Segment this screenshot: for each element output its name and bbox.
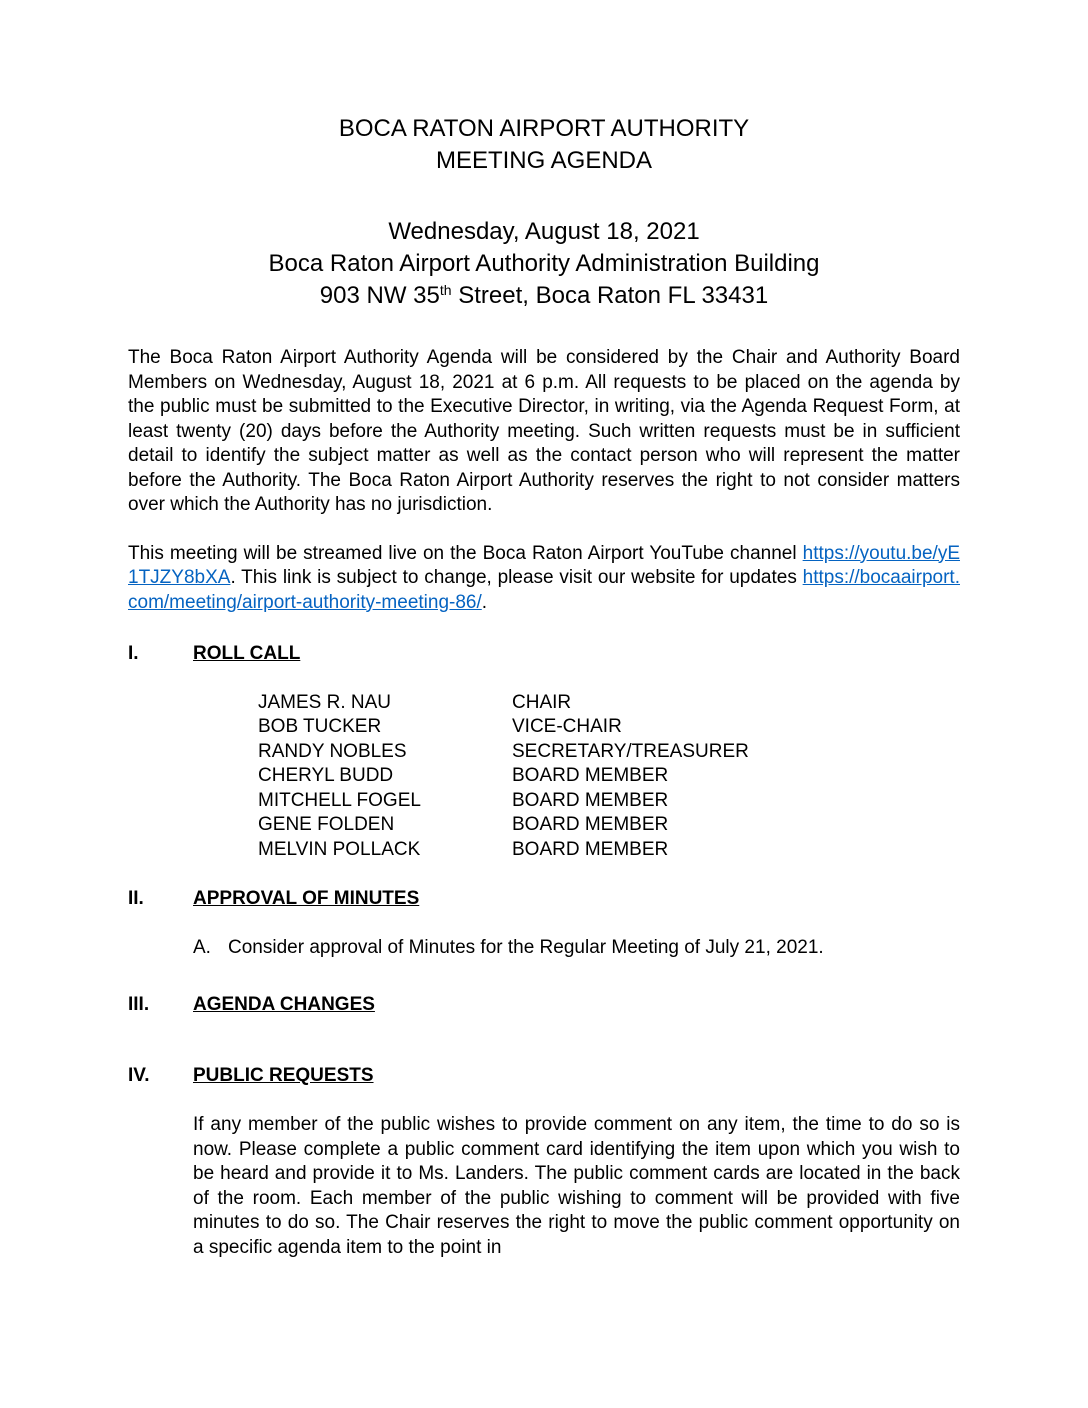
roll-call-row [258,764,960,789]
agenda-item-a [193,936,960,961]
roll-call-row [258,691,960,716]
member-title: VICE-CHAIR [512,716,622,737]
member-name: RANDY NOBLES [258,740,407,762]
streaming-paragraph [128,542,960,616]
section-agenda-changes [128,993,960,1018]
intro-paragraph: The Boca Raton Airport Authority Agenda will be considered by the Chair and Authority Board Members on Wednesday, August 18, 2021 at 6 p.m. All requests to be placed on the agenda by the public must be submitted to the Executive Director, in writing, via the Agenda Request Form, at least twenty (20) days before the Authority meeting. Such written requests must be in sufficient detail to identify the subject matter as well as the contact person who will represent the matter before the Authority. The Boca Raton Airport Authority reserves the right to not consider matters over which the Authority has no jurisdiction. [128,347,960,515]
event-address-prefix: 903 NW 35 [319,282,440,309]
document-title [128,113,960,177]
streaming-text-before-link: This meeting will be streamed live on the Boca Raton Airport YouTube channel [128,542,803,564]
website-meeting-link[interactable]: https://bocaairport.com/meeting/airport-authority-meeting-86/ [128,567,960,613]
roll-call-row [258,740,960,765]
member-name: MITCHELL FOGEL [258,789,421,811]
event-date: Wednesday, August 18, 2021 [388,218,700,245]
document-title-line1: BOCA RATON AIRPORT AUTHORITY [338,115,750,142]
document-header [128,113,960,312]
section-title: AGENDA CHANGES [193,994,375,1015]
agenda-item-label: A. [193,936,211,958]
member-name: BOB TUCKER [258,716,382,737]
roll-call-row [258,813,960,838]
section-heading-approval-of-minutes [128,887,960,912]
section-heading-roll-call [128,642,960,667]
member-name: JAMES R. NAU [258,691,392,713]
section-roll-call [128,642,960,862]
section-public-requests [128,1064,960,1261]
section-approval-of-minutes [128,887,960,960]
section-title: ROLL CALL [193,643,301,664]
event-address [128,280,960,312]
member-title: SECRETARY/TREASURER [512,740,749,762]
section-numeral: II. [128,888,144,909]
member-title: BOARD MEMBER [512,789,669,811]
member-title: BOARD MEMBER [512,814,669,835]
streaming-text-between-links: . This link is subject to change, please visit our website for updates [230,567,803,588]
event-address-suffix: Street, Boca Raton FL 33431 [451,282,769,309]
document-title-line2: MEETING AGENDA [435,147,653,174]
event-venue: Boca Raton Airport Authority Administration Building [268,250,820,277]
agenda-item-text: Consider approval of Minutes for the Regular Meeting of July 21, 2021. [228,936,824,958]
section-heading-public-requests [128,1064,960,1089]
section-numeral: I. [128,643,139,664]
section-numeral: III. [128,994,150,1015]
section-title: APPROVAL OF MINUTES [193,888,420,909]
section-title: PUBLIC REQUESTS [193,1064,374,1086]
roll-call-row [258,715,960,740]
streaming-text-after-link: . [481,591,488,613]
roll-call-row [258,838,960,863]
member-name: MELVIN POLLACK [258,838,421,860]
section-heading-agenda-changes [128,993,960,1018]
youtube-stream-link[interactable]: https://youtu.be/yE1TJZY8bXA [128,542,960,588]
public-requests-paragraph: If any member of the public wishes to provide comment on any item, the time to do so is now. Please complete a public comment card identifying the item upon which you wish to be heard and provide it to Ms. Landers. The public comment cards are located in the back of the room. Each member of the public wishing to comment will be provided with five minutes to do so. The Chair reserves the right to move the public comment opportunity on a specific agenda item to the point in [193,1114,960,1258]
roll-call-list [258,691,960,863]
member-title: BOARD MEMBER [512,765,669,786]
event-address-superscript: th [439,282,452,298]
member-title: BOARD MEMBER [512,838,669,860]
event-details [128,216,960,312]
member-name: GENE FOLDEN [258,814,395,835]
member-title: CHAIR [512,691,572,713]
roll-call-row [258,789,960,814]
member-name: CHERYL BUDD [258,765,394,786]
section-numeral: IV. [128,1064,150,1086]
